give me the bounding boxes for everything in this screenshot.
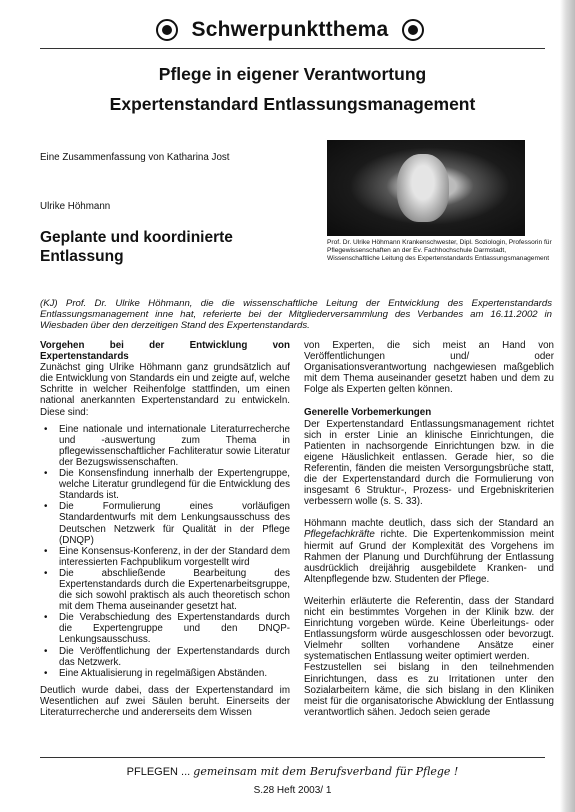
article-title-line1: Pflege in eigener Verantwortung: [158, 64, 427, 84]
section-header: [40, 18, 540, 52]
article-subtitle: [40, 228, 233, 266]
list-item: • Die Konsensfindung innerhalb der Expertengruppe, welche Literatur grundlegend für die Entwicklung des Standards ist.: [40, 468, 290, 501]
right-heading: Generelle Vorbemerkungen: [304, 407, 432, 419]
footer-tagline: gemeinsam mit dem Berufsverband für Pflege !: [193, 765, 459, 778]
left-para2: Deutlich wurde dabei, dass der Expertenstandard im Wesentlichen auf zwei Säulen beruht. Einerseits der Literaturrecherche und andererseits dem Wissen: [40, 684, 290, 718]
list-item: • Eine Aktualisierung in regelmäßigen Abständen.: [40, 668, 290, 679]
section-title: Schwerpunktthema: [191, 18, 389, 41]
page-edge-shadow: [560, 0, 575, 812]
right-para4: Weiterhin erläuterte die Referentin, dass der Standard nicht ein bestimmtes Vorgehen in der Klinik bzw. der Einrichtung vorgeben würde. Keine Überleitungs- oder Entlassungsform würde ausgeschlossen oder bevorzugt. Vielmehr sollten vorhandene Ansätze einer systematischen Entlassung weiter optimiert werden.: [304, 595, 554, 663]
right-para1: von Experten, die sich meist an Hand von Veröffentlichungen und/ oder Organisationsverantwortung nachgewiesen maßgeblich mit dem Thema auseinander gesetzt haben und dem zu Folge als Experten gelten können.: [304, 340, 554, 396]
right-para3: [304, 518, 554, 585]
footer-rule: [40, 757, 545, 758]
photo-caption: Prof. Dr. Ulrike Höhmann Krankenschwester, Dipl. Soziologin, Professorin für Pflegewissenschaften an der Ev. Fachhochschule Darmstadt, Wissenschaftliche Leitung des Expertenstandards Entlassungsmanagement: [327, 239, 552, 262]
para3-text: Höhmann machte deutlich, dass sich der Standard an: [304, 518, 554, 530]
steps-list: [40, 424, 290, 679]
page-number: S.28 Heft 2003/ 1: [253, 785, 332, 796]
author-photo: [327, 140, 525, 236]
footer-brand: PFLEGEN ...: [126, 766, 191, 778]
article-title-line2: Expertenstandard Entlassungsmanagement: [109, 94, 476, 114]
subtitle-line1: Geplante und koordinierte: [40, 229, 233, 246]
target-icon: [402, 19, 424, 41]
intro-text: (KJ) Prof. Dr. Ulrike Höhmann, die die wissenschaftliche Leitung der Entwicklung des Expertenstandards Entlassungsmanagement inne hat, referierte bei der Mitgliederversammlung des Verbandes am 16.11.2002 in Wiesbaden über den derzeitigen Stand des Expertenstandards.: [40, 298, 552, 331]
right-para5: Festzustellen sei bislang in den teilnehmenden Einrichtungen, dass es zu Irritationen unter den Sozialarbeitern käme, die sich bislang in den Kliniken meist für die organisatorische Abwicklung der Entlassung verantwortlich sähen. Jedoch seien gerade: [304, 662, 554, 718]
left-para1: Zunächst ging Ulrike Höhmann ganz grundsätzlich auf die Entwicklung von Standards ein und zeigte auf, welche Schritte in welcher Reihenfolge stattfinden, um einen national anerkannten Expertenstandard zu entwickeln. Diese sind:: [40, 362, 290, 418]
list-item: • Eine nationale und internationale Literaturrecherche und -auswertung zum Thema in pflegewissenschaftlicher Fachliteratur sowie Literatur der Bezugswissenschaften.: [40, 424, 290, 468]
footer-slogan: [40, 765, 545, 778]
right-column: [304, 340, 554, 718]
left-column: [40, 340, 290, 718]
author-name: Ulrike Höhmann: [40, 201, 111, 212]
subtitle-line2: Entlassung: [40, 248, 124, 265]
para3-text: richte. Die Expertenkommission meint hiermit auf Grund der Komplexität des Vorgehens im Rahmen der Planung und Durchführung der Entlassung ausdrücklich dreijährig ausgebildete Kranken- und Altenpflegende bzw. Studenten der Pflege.: [304, 529, 554, 585]
para3-emphasis: Pflegefachkräfte: [304, 529, 375, 541]
list-item: • Die Formulierung eines vorläufigen Standardentwurfs mit dem Lenkungsausschuss des Deutschen Netzwerk für Qualität in der Pflege (DNQP): [40, 501, 290, 545]
list-item: • Die Veröffentlichung der Expertenstandards durch das Netzwerk.: [40, 646, 290, 668]
target-icon: [156, 19, 178, 41]
header-rule: [40, 48, 545, 49]
left-heading: Vorgehen bei der Entwicklung von Expertenstandards: [40, 340, 290, 363]
list-item: • Eine Konsensus-Konferenz, in der der Standard dem interessierten Fachpublikum vorgestellt wird: [40, 546, 290, 568]
list-item: • Die Verabschiedung des Expertenstandards durch die Expertengruppe und den DNQP-Lenkungsausschuss.: [40, 612, 290, 645]
summary-by: Eine Zusammenfassung von Katharina Jost: [40, 152, 230, 163]
right-para2: Der Expertenstandard Entlassungsmanagement richtet sich in erster Linie an klinische Einrichtungen, die Patienten in nachsorgende Einrichtungen bzw. in die eigene Häuslichkeit entlassen. Gerade hier, so die Referentin, fänden die meisten Versorgungsbrüche statt, die der Expertenstandard durch die Formulierung von insgesamt 6 Struktur-, Prozess- und Ergebniskriterien verbessern wolle (s. S. 33).: [304, 418, 554, 508]
list-item: • Die abschließende Bearbeitung des Expertenstandards durch die Expertenarbeitsgruppe, die sich sowohl praktisch als auch theoretisch schon mit dem Thema auseinander gesetzt hat.: [40, 568, 290, 612]
